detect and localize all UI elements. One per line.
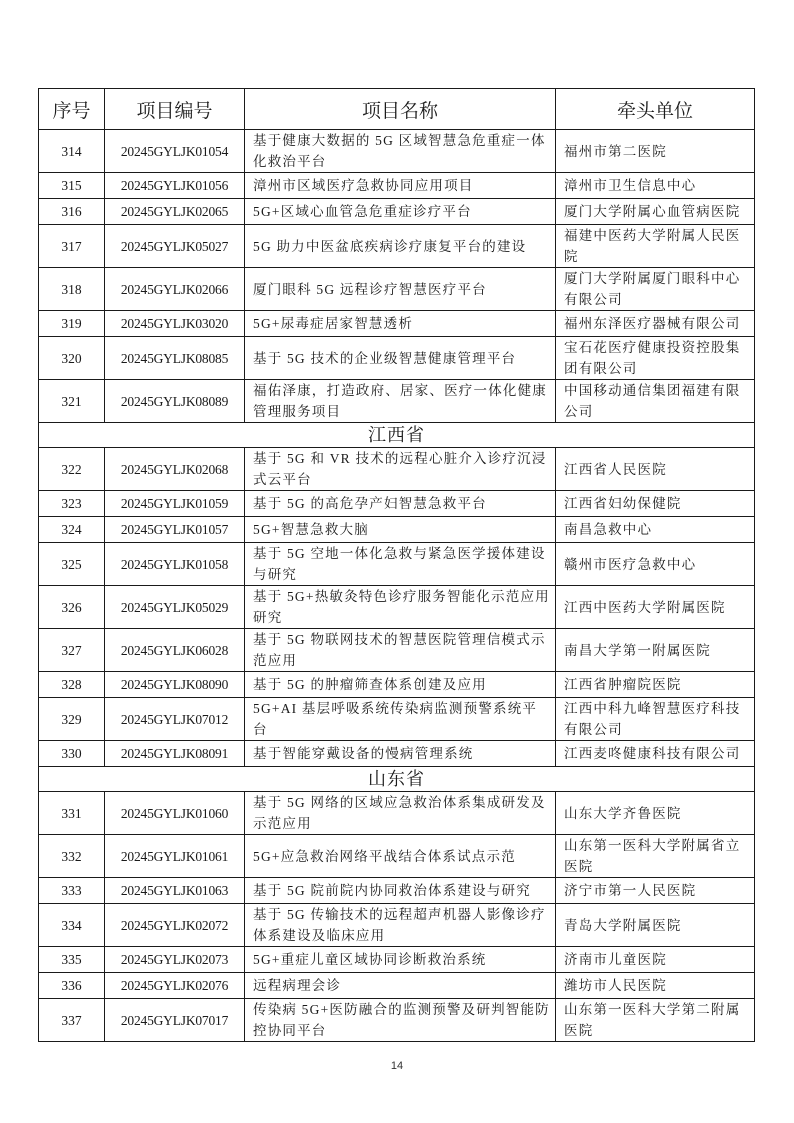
cell-seq: 327 <box>39 629 105 672</box>
cell-project-name: 5G+尿毒症居家智慧透析 <box>245 311 556 337</box>
cell-seq: 314 <box>39 130 105 173</box>
cell-lead-unit: 江西麦咚健康科技有限公司 <box>556 741 755 767</box>
cell-project-name: 福佑泽康，打造政府、居家、医疗一体化健康管理服务项目 <box>245 380 556 423</box>
cell-seq: 322 <box>39 448 105 491</box>
cell-project-name: 5G+应急救治网络平战结合体系试点示范 <box>245 835 556 878</box>
cell-seq: 325 <box>39 543 105 586</box>
table-row <box>39 517 755 543</box>
table-row <box>39 448 755 491</box>
cell-project-code: 20245GYLJK07017 <box>105 999 245 1042</box>
cell-project-code: 20245GYLJK03020 <box>105 311 245 337</box>
province-section-row <box>39 423 755 448</box>
table-row <box>39 835 755 878</box>
cell-seq: 335 <box>39 947 105 973</box>
table-row <box>39 792 755 835</box>
table-row <box>39 672 755 698</box>
cell-lead-unit: 青岛大学附属医院 <box>556 904 755 947</box>
cell-project-code: 20245GYLJK02066 <box>105 268 245 311</box>
cell-lead-unit: 厦门大学附属心血管病医院 <box>556 199 755 225</box>
cell-project-name: 基于智能穿戴设备的慢病管理系统 <box>245 741 556 767</box>
cell-project-code: 20245GYLJK01054 <box>105 130 245 173</box>
table-row <box>39 878 755 904</box>
cell-lead-unit: 福建中医药大学附属人民医院 <box>556 225 755 268</box>
cell-project-name: 基于 5G 网络的区域应急救治体系集成研发及示范应用 <box>245 792 556 835</box>
cell-seq: 317 <box>39 225 105 268</box>
cell-project-code: 20245GYLJK08089 <box>105 380 245 423</box>
table-row <box>39 973 755 999</box>
cell-project-name: 基于 5G 的肿瘤筛查体系创建及应用 <box>245 672 556 698</box>
cell-seq: 328 <box>39 672 105 698</box>
table-row <box>39 698 755 741</box>
cell-lead-unit: 赣州市医疗急救中心 <box>556 543 755 586</box>
cell-project-name: 5G 助力中医盆底疾病诊疗康复平台的建设 <box>245 225 556 268</box>
table-row <box>39 199 755 225</box>
cell-lead-unit: 福州市第二医院 <box>556 130 755 173</box>
cell-project-name: 5G+区域心血管急危重症诊疗平台 <box>245 199 556 225</box>
cell-project-name: 基于 5G 技术的企业级智慧健康管理平台 <box>245 337 556 380</box>
cell-project-name: 基于 5G+热敏灸特色诊疗服务智能化示范应用研究 <box>245 586 556 629</box>
cell-seq: 319 <box>39 311 105 337</box>
cell-lead-unit: 江西中科九峰智慧医疗科技有限公司 <box>556 698 755 741</box>
header-name: 项目名称 <box>245 89 556 130</box>
cell-project-code: 20245GYLJK05027 <box>105 225 245 268</box>
table-row <box>39 629 755 672</box>
cell-lead-unit: 江西中医药大学附属医院 <box>556 586 755 629</box>
cell-project-name: 基于 5G 院前院内协同救治体系建设与研究 <box>245 878 556 904</box>
cell-project-code: 20245GYLJK02065 <box>105 199 245 225</box>
cell-seq: 336 <box>39 973 105 999</box>
project-table <box>38 88 755 1042</box>
cell-lead-unit: 厦门大学附属厦门眼科中心有限公司 <box>556 268 755 311</box>
table-body <box>39 130 755 1042</box>
cell-project-code: 20245GYLJK06028 <box>105 629 245 672</box>
header-seq: 序号 <box>39 89 105 130</box>
cell-lead-unit: 南昌急救中心 <box>556 517 755 543</box>
table-row <box>39 225 755 268</box>
cell-project-code: 20245GYLJK01059 <box>105 491 245 517</box>
cell-lead-unit: 江西省妇幼保健院 <box>556 491 755 517</box>
table-row <box>39 999 755 1042</box>
cell-project-name: 基于 5G 和 VR 技术的远程心脏介入诊疗沉浸式云平台 <box>245 448 556 491</box>
cell-project-code: 20245GYLJK07012 <box>105 698 245 741</box>
cell-project-code: 20245GYLJK02076 <box>105 973 245 999</box>
cell-lead-unit: 宝石花医疗健康投资控股集团有限公司 <box>556 337 755 380</box>
cell-project-code: 20245GYLJK08091 <box>105 741 245 767</box>
table-row <box>39 173 755 199</box>
province-heading: 山东省 <box>39 767 755 792</box>
cell-lead-unit: 济南市儿童医院 <box>556 947 755 973</box>
cell-lead-unit: 漳州市卫生信息中心 <box>556 173 755 199</box>
table-row <box>39 947 755 973</box>
cell-lead-unit: 山东大学齐鲁医院 <box>556 792 755 835</box>
page-number: 14 <box>390 1060 404 1072</box>
cell-lead-unit: 济宁市第一人民医院 <box>556 878 755 904</box>
table-row <box>39 543 755 586</box>
cell-project-name: 基于健康大数据的 5G 区域智慧急危重症一体化救治平台 <box>245 130 556 173</box>
cell-project-name: 基于 5G 的高危孕产妇智慧急救平台 <box>245 491 556 517</box>
cell-project-name: 5G+重症儿童区域协同诊断救治系统 <box>245 947 556 973</box>
cell-seq: 324 <box>39 517 105 543</box>
cell-project-code: 20245GYLJK01057 <box>105 517 245 543</box>
table-header-row <box>39 89 755 130</box>
cell-lead-unit: 山东第一医科大学附属省立医院 <box>556 835 755 878</box>
cell-seq: 333 <box>39 878 105 904</box>
cell-project-code: 20245GYLJK08085 <box>105 337 245 380</box>
table-row <box>39 586 755 629</box>
cell-seq: 326 <box>39 586 105 629</box>
cell-project-code: 20245GYLJK05029 <box>105 586 245 629</box>
header-lead: 牵头单位 <box>556 89 755 130</box>
table-row <box>39 741 755 767</box>
header-code: 项目编号 <box>105 89 245 130</box>
cell-project-name: 厦门眼科 5G 远程诊疗智慧医疗平台 <box>245 268 556 311</box>
cell-project-code: 20245GYLJK01056 <box>105 173 245 199</box>
cell-seq: 315 <box>39 173 105 199</box>
table-row <box>39 337 755 380</box>
province-heading: 江西省 <box>39 423 755 448</box>
cell-project-name: 远程病理会诊 <box>245 973 556 999</box>
cell-lead-unit: 江西省肿瘤院医院 <box>556 672 755 698</box>
cell-seq: 323 <box>39 491 105 517</box>
cell-seq: 334 <box>39 904 105 947</box>
table-row <box>39 130 755 173</box>
cell-project-code: 20245GYLJK01060 <box>105 792 245 835</box>
table-row <box>39 268 755 311</box>
cell-seq: 331 <box>39 792 105 835</box>
table-row <box>39 380 755 423</box>
cell-project-code: 20245GYLJK01058 <box>105 543 245 586</box>
cell-lead-unit: 山东第一医科大学第二附属医院 <box>556 999 755 1042</box>
cell-lead-unit: 潍坊市人民医院 <box>556 973 755 999</box>
cell-project-code: 20245GYLJK02073 <box>105 947 245 973</box>
cell-project-code: 20245GYLJK02072 <box>105 904 245 947</box>
cell-seq: 329 <box>39 698 105 741</box>
cell-seq: 337 <box>39 999 105 1042</box>
cell-project-code: 20245GYLJK01063 <box>105 878 245 904</box>
cell-lead-unit: 福州东泽医疗器械有限公司 <box>556 311 755 337</box>
cell-project-code: 20245GYLJK02068 <box>105 448 245 491</box>
cell-seq: 316 <box>39 199 105 225</box>
province-section-row <box>39 767 755 792</box>
table-row <box>39 311 755 337</box>
cell-seq: 332 <box>39 835 105 878</box>
cell-project-name: 基于 5G 物联网技术的智慧医院管理信模式示范应用 <box>245 629 556 672</box>
cell-project-name: 传染病 5G+医防融合的监测预警及研判智能防控协同平台 <box>245 999 556 1042</box>
cell-project-code: 20245GYLJK08090 <box>105 672 245 698</box>
table-row <box>39 904 755 947</box>
cell-lead-unit: 中国移动通信集团福建有限公司 <box>556 380 755 423</box>
cell-project-name: 基于 5G 传输技术的远程超声机器人影像诊疗体系建设及临床应用 <box>245 904 556 947</box>
cell-lead-unit: 南昌大学第一附属医院 <box>556 629 755 672</box>
cell-project-name: 基于 5G 空地一体化急救与紧急医学援体建设与研究 <box>245 543 556 586</box>
cell-lead-unit: 江西省人民医院 <box>556 448 755 491</box>
cell-project-code: 20245GYLJK01061 <box>105 835 245 878</box>
cell-seq: 320 <box>39 337 105 380</box>
cell-project-name: 5G+智慧急救大脑 <box>245 517 556 543</box>
cell-seq: 321 <box>39 380 105 423</box>
cell-project-name: 漳州市区域医疗急救协同应用项目 <box>245 173 556 199</box>
cell-seq: 330 <box>39 741 105 767</box>
cell-project-name: 5G+AI 基层呼吸系统传染病监测预警系统平台 <box>245 698 556 741</box>
table-row <box>39 491 755 517</box>
cell-seq: 318 <box>39 268 105 311</box>
